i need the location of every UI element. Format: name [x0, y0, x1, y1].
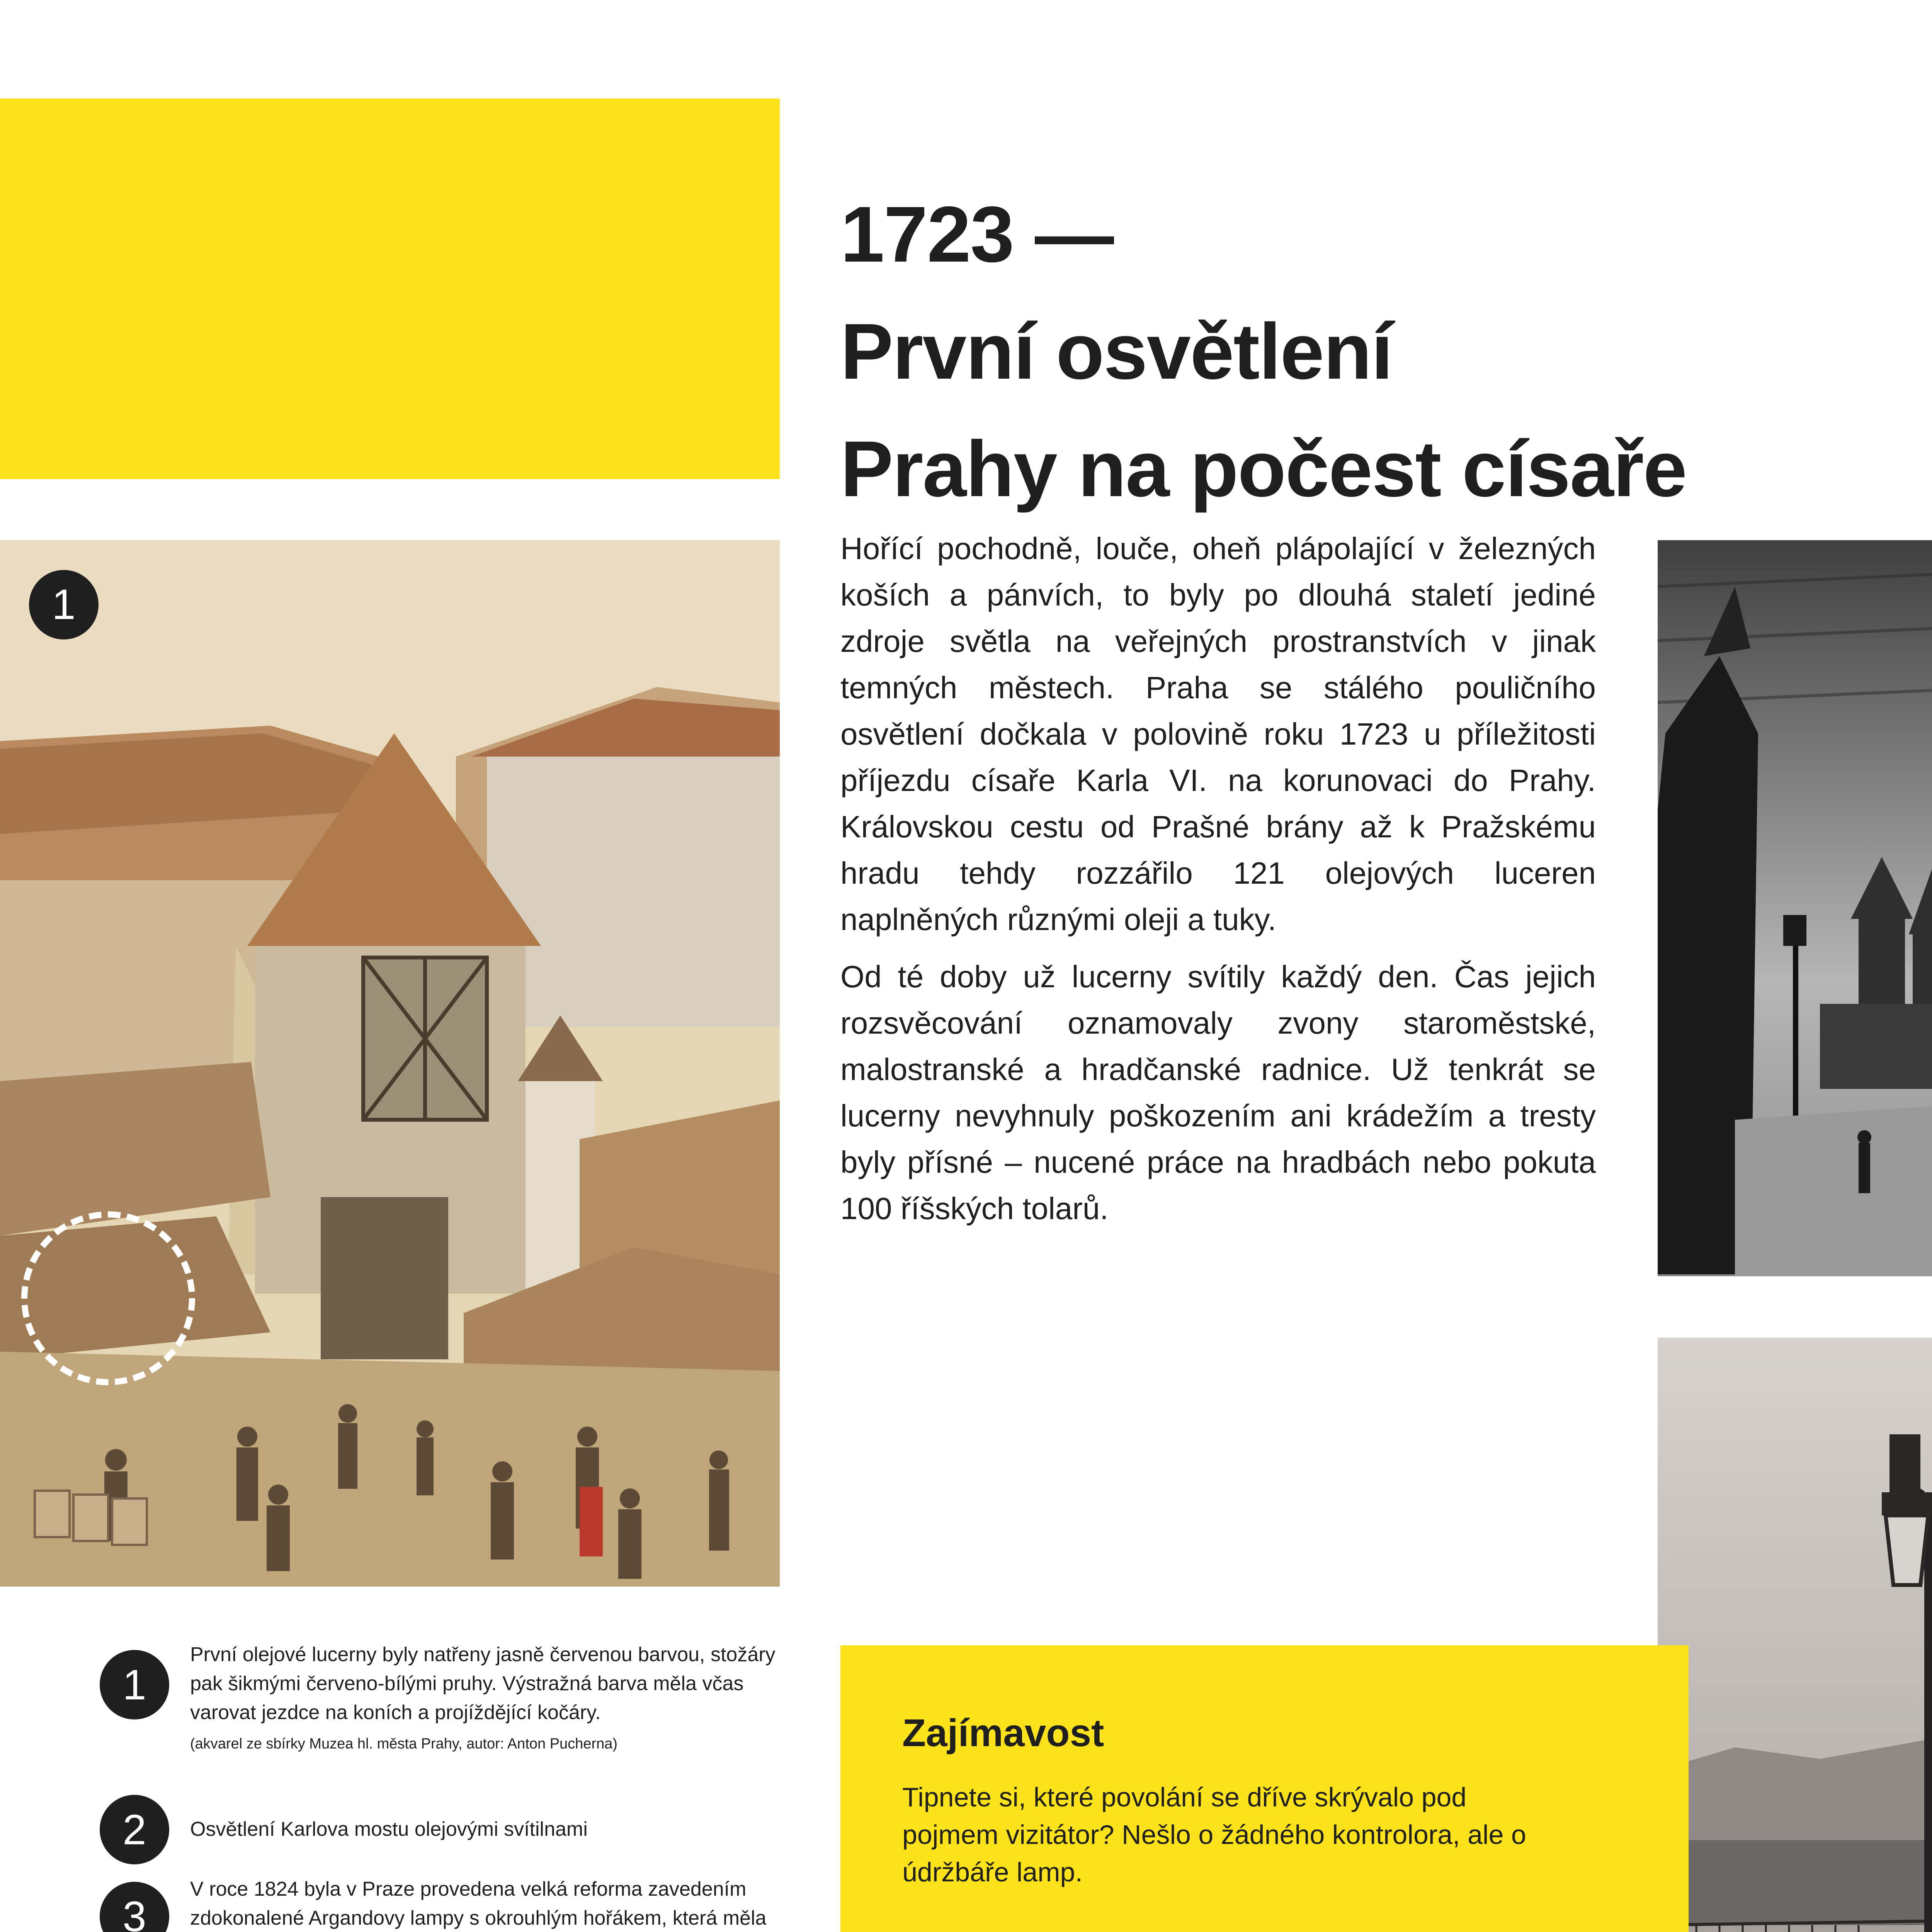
page-title — [840, 176, 1932, 527]
caption-2-text: Osvětlení Karlova mostu olejovými svítilnami — [190, 1818, 588, 1840]
body-text — [840, 526, 1596, 1243]
caption-1-badge — [100, 1650, 169, 1719]
photo-2-charles-bridge-engraving — [1658, 540, 1932, 1276]
fun-fact-title: Zajímavost — [902, 1711, 1104, 1755]
caption-3-number: 3 — [122, 1893, 146, 1932]
caption-3 — [190, 1875, 777, 1932]
fun-fact-box — [840, 1645, 1689, 1932]
body-paragraph-2: Od té doby už lucerny svítily každý den. Čas jejich rozsvěcování oznamovaly zvony staroměstské, malostranské a hradčanské radnice. Už tenkrát se lucerny nevyhnuly poškozením ani krádežím a tresty byly přísné – nucené práce na hradbách nebo pokuta 100 říšských tolarů. — [840, 959, 1596, 1226]
lantern-highlight-circle — [21, 1211, 195, 1385]
photo-1-badge — [29, 570, 99, 639]
photo-3-argand-lamp-photo — [1658, 1338, 1932, 1932]
caption-1-number: 1 — [122, 1661, 146, 1709]
title-line-year: 1723 — — [840, 190, 1114, 279]
fun-fact-text: Tipnete si, které povolání se dříve skrývalo pod pojmem vizitátor? Nešlo o žádného kontrolora, ale o údržbáře lamp. — [902, 1782, 1526, 1887]
caption-3-text: V roce 1824 byla v Praze provedena velká reforma zavedením zdokonalené Argandovy lampy s okrouhlým hořákem, která měla — [190, 1878, 767, 1929]
body-paragraph-1: Hořící pochodně, louče, oheň plápolající v železných koších a pánvích, to byly po dlouhá staletí jediné zdroje světla na veřejných prostranstvích v jinak temných městech. Praha se stálého pouličního osvětlení dočkala v polovině roku 1723 u příležitosti příjezdu císaře Karla VI. na korunovaci do Prahy. Královskou cestu od Prašné brány až k Pražskému hradu tehdy rozzářilo 121 olejových luceren naplněných různými oleji a tuky. — [840, 531, 1596, 937]
watercolor-illustration — [0, 540, 780, 1587]
caption-2-number: 2 — [122, 1806, 146, 1854]
photo-1-badge-number: 1 — [52, 581, 76, 628]
lamp-photo-illustration — [1658, 1338, 1932, 1932]
caption-2-badge — [100, 1795, 169, 1864]
title-line-3: Prahy na počest císaře — [840, 424, 1687, 513]
title-line-2: První osvětlení — [840, 307, 1393, 396]
caption-2 — [190, 1815, 777, 1844]
yellow-header-block — [0, 99, 780, 479]
caption-3-badge — [100, 1882, 169, 1932]
photo-1-watercolor-street-scene — [0, 540, 780, 1587]
caption-1-text: První olejové lucerny byly natřeny jasně červenou barvou, stožáry pak šikmými červeno-bílými pruhy. Výstražná barva měla včas varovat jezdce na koních a projíždějící kočáry. — [190, 1643, 776, 1724]
caption-1-source: (akvarel ze sbírky Muzea hl. města Prahy, autor: Anton Pucherna) — [190, 1736, 618, 1752]
engraving-illustration — [1658, 540, 1932, 1276]
caption-1 — [190, 1640, 777, 1759]
